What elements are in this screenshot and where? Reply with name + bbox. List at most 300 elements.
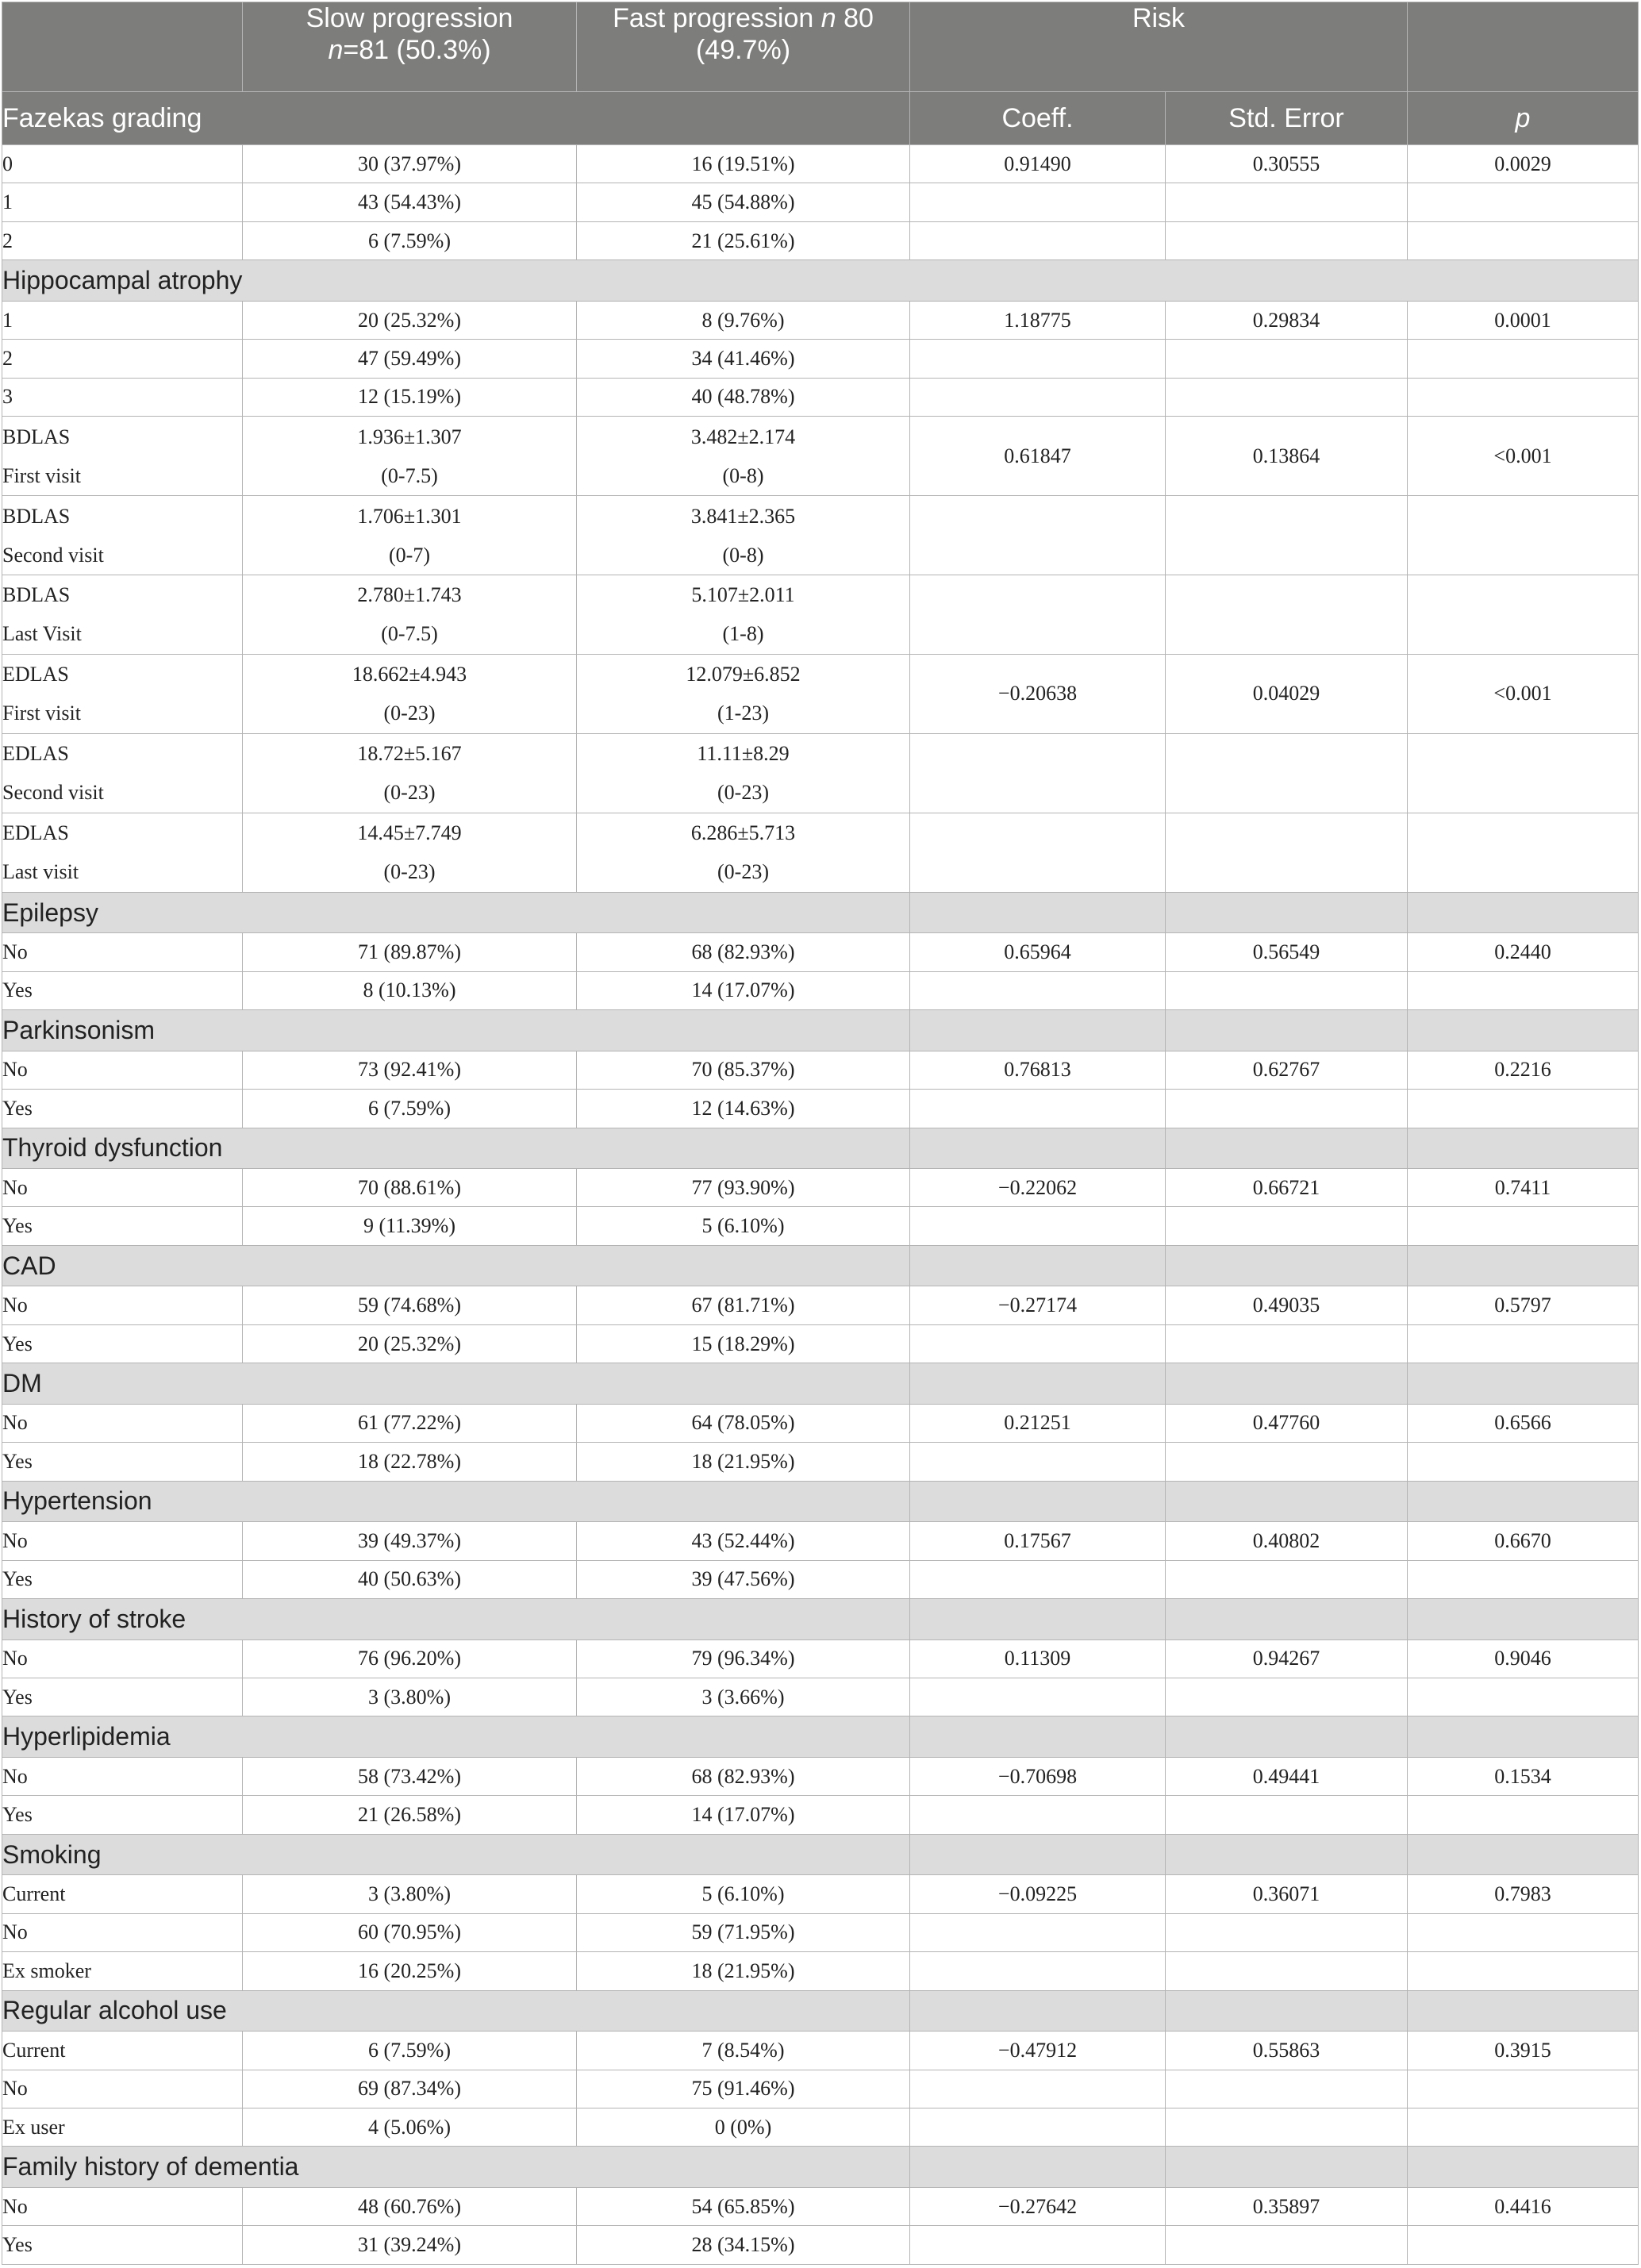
coeff-value — [910, 971, 1166, 1009]
table-row — [2, 2070, 1639, 2108]
slow-value: 40 (50.63%) — [243, 1560, 577, 1598]
row-label: No — [2, 1286, 243, 1324]
coeff-value — [910, 1090, 1166, 1128]
fast-value: 68 (82.93%) — [577, 1757, 910, 1795]
slow-value-line-1: 18.72±5.167 — [357, 742, 462, 766]
row-label-line-1: EDLAS — [2, 742, 69, 766]
slow-value-line-1: 1.936±1.307 — [357, 425, 462, 448]
slow-value: 31 (39.24%) — [243, 2226, 577, 2265]
header-row-1 — [2, 2, 1639, 92]
p-value — [1408, 1796, 1639, 1834]
table-row — [2, 1952, 1639, 1990]
fast-value: 5 (6.10%) — [577, 1207, 910, 1245]
coeff-value — [910, 1952, 1166, 1990]
fast-value-line-1: 3.841±2.365 — [690, 504, 796, 528]
stderr-value: 0.49441 — [1166, 1757, 1408, 1795]
p-value — [1408, 221, 1639, 259]
section-stderr-blank — [1166, 1599, 1408, 1639]
section-coeff-blank — [910, 1010, 1166, 1051]
stderr-value — [1166, 1560, 1408, 1598]
slow-value: 76 (96.20%) — [243, 1639, 577, 1678]
coeff-value: 0.17567 — [910, 1522, 1166, 1560]
stderr-value — [1166, 378, 1408, 417]
section-stderr-blank — [1166, 1128, 1408, 1168]
p-value — [1408, 971, 1639, 1009]
section-header-row — [2, 260, 1639, 301]
header-row-2 — [2, 92, 1639, 145]
p-value: 0.2216 — [1408, 1051, 1639, 1089]
table-row — [2, 183, 1639, 221]
slow-value-line-2: (0-23) — [383, 702, 436, 725]
fast-value — [577, 654, 910, 733]
stderr-value — [1166, 221, 1408, 259]
row-label: Ex smoker — [2, 1952, 243, 1990]
slow-value-line-2: (0-7.5) — [381, 463, 438, 487]
p-value: 0.5797 — [1408, 1286, 1639, 1324]
section-title: DM — [2, 1363, 910, 1404]
table-row — [2, 1678, 1639, 1716]
stderr-value — [1166, 654, 1408, 733]
fast-value: 14 (17.07%) — [577, 971, 910, 1009]
p-value — [1408, 2108, 1639, 2147]
section-stderr-blank — [1166, 1245, 1408, 1286]
p-value — [1408, 378, 1639, 417]
fast-value: 79 (96.34%) — [577, 1639, 910, 1678]
row-label-line-2: First visit — [2, 463, 81, 487]
results-table — [2, 2, 1639, 2265]
score-row — [2, 813, 1639, 892]
row-label: No — [2, 1404, 243, 1442]
coeff-value — [910, 340, 1166, 378]
stderr-value: 0.55863 — [1166, 2032, 1408, 2070]
row-label: Yes — [2, 1207, 243, 1245]
section-coeff-blank — [910, 2147, 1166, 2187]
table-row — [2, 1560, 1639, 1598]
coeff-value — [910, 221, 1166, 259]
coeff-value — [910, 813, 1166, 892]
row-label-line-1: BDLAS — [2, 504, 71, 528]
table-row — [2, 1757, 1639, 1795]
header-slow-progression: Slow progression n=81 (50.3%) — [243, 2, 577, 92]
section-coeff-blank — [910, 892, 1166, 932]
section-title: Parkinsonism — [2, 1010, 910, 1051]
fast-value-line-2: (1-23) — [717, 702, 769, 725]
stderr-value-text: 0.04029 — [1252, 682, 1320, 705]
section-title: Hypertension — [2, 1481, 910, 1521]
slow-value: 69 (87.34%) — [243, 2070, 577, 2108]
fast-value-line-1: 11.11±8.29 — [697, 742, 790, 766]
section-title: Hippocampal atrophy — [2, 260, 1639, 301]
header-blank-cell-right — [1408, 2, 1639, 92]
fast-value: 70 (85.37%) — [577, 1051, 910, 1089]
p-value: 0.0029 — [1408, 145, 1639, 183]
table-row — [2, 1207, 1639, 1245]
row-label — [2, 496, 243, 575]
fast-value-line-1: 5.107±2.011 — [691, 583, 795, 607]
coeff-value — [910, 2226, 1166, 2265]
fast-value-line-1: 6.286±5.713 — [690, 821, 796, 845]
coeff-value: 1.18775 — [910, 301, 1166, 339]
stderr-value: 0.40802 — [1166, 1522, 1408, 1560]
fast-value: 34 (41.46%) — [577, 340, 910, 378]
section-stderr-blank — [1166, 1010, 1408, 1051]
stderr-value — [1166, 1796, 1408, 1834]
section-stderr-blank — [1166, 1834, 1408, 1874]
section-stderr-blank — [1166, 1363, 1408, 1404]
row-label-line-2: First visit — [2, 702, 81, 725]
table-row — [2, 2226, 1639, 2265]
p-value — [1408, 1560, 1639, 1598]
stderr-value — [1166, 971, 1408, 1009]
slow-value — [243, 813, 577, 892]
section-p-blank — [1408, 1990, 1639, 2031]
row-label: Current — [2, 2032, 243, 2070]
coeff-value — [910, 1796, 1166, 1834]
slow-value: 21 (26.58%) — [243, 1796, 577, 1834]
slow-value: 47 (59.49%) — [243, 340, 577, 378]
slow-value: 3 (3.80%) — [243, 1875, 577, 1913]
section-stderr-blank — [1166, 1716, 1408, 1757]
table-row — [2, 1875, 1639, 1913]
fast-value: 8 (9.76%) — [577, 301, 910, 339]
row-label: No — [2, 2070, 243, 2108]
stderr-value-text: 0.13864 — [1252, 444, 1320, 467]
p-value: 0.0001 — [1408, 301, 1639, 339]
coeff-value: −0.27174 — [910, 1286, 1166, 1324]
coeff-value-text: −0.20638 — [997, 682, 1078, 705]
coeff-value — [910, 1207, 1166, 1245]
slow-value-line-2: (0-7.5) — [381, 622, 438, 646]
p-value — [1408, 2226, 1639, 2265]
slow-value: 48 (60.76%) — [243, 2187, 577, 2225]
coeff-value — [910, 183, 1166, 221]
score-row — [2, 733, 1639, 813]
p-value — [1408, 1207, 1639, 1245]
slow-value: 73 (92.41%) — [243, 1051, 577, 1089]
row-label: 2 — [2, 340, 243, 378]
slow-value: 39 (49.37%) — [243, 1522, 577, 1560]
section-p-blank — [1408, 1481, 1639, 1521]
coeff-value — [910, 1324, 1166, 1363]
slow-value — [243, 733, 577, 813]
slow-value: 70 (88.61%) — [243, 1169, 577, 1207]
stderr-value: 0.30555 — [1166, 145, 1408, 183]
table-row — [2, 1090, 1639, 1128]
coeff-value — [910, 417, 1166, 496]
coeff-value-text: 0.61847 — [1004, 444, 1071, 467]
slow-value-line-2: (0-23) — [383, 781, 436, 805]
stderr-value — [1166, 2226, 1408, 2265]
fast-value: 5 (6.10%) — [577, 1875, 910, 1913]
section-title: Epilepsy — [2, 892, 910, 932]
table-row — [2, 340, 1639, 378]
coeff-value — [910, 378, 1166, 417]
section-p-blank — [1408, 1128, 1639, 1168]
row-label: Yes — [2, 2226, 243, 2265]
fast-value-line-2: (0-8) — [722, 463, 764, 487]
header-coeff: Coeff. — [910, 92, 1166, 145]
sections-body — [2, 892, 1639, 2264]
section-title: Thyroid dysfunction — [2, 1128, 910, 1168]
stderr-value — [1166, 417, 1408, 496]
section-header-row — [2, 1599, 1639, 1639]
coeff-value: 0.11309 — [910, 1639, 1166, 1678]
fast-value — [577, 496, 910, 575]
slow-value-line-1: 2.780±1.743 — [357, 583, 462, 607]
p-value-text: <0.001 — [1493, 682, 1552, 705]
slow-value: 16 (20.25%) — [243, 1952, 577, 1990]
section-header-row — [2, 1363, 1639, 1404]
coeff-value: −0.70698 — [910, 1757, 1166, 1795]
row-label: 3 — [2, 378, 243, 417]
slow-value: 61 (77.22%) — [243, 1404, 577, 1442]
fast-value: 59 (71.95%) — [577, 1913, 910, 1951]
fast-value — [577, 575, 910, 655]
table-row — [2, 1913, 1639, 1951]
header-fast-progression: Fast progression n 80 (49.7%) — [577, 2, 910, 92]
slow-value: 20 (25.32%) — [243, 1324, 577, 1363]
slow-value: 9 (11.39%) — [243, 1207, 577, 1245]
table-row — [2, 1522, 1639, 1560]
row-label — [2, 654, 243, 733]
fast-value: 0 (0%) — [577, 2108, 910, 2147]
table-row — [2, 1169, 1639, 1207]
fast-value-line-2: (0-23) — [717, 781, 769, 805]
p-value — [1408, 1090, 1639, 1128]
row-label: Yes — [2, 1678, 243, 1716]
stderr-value: 0.47760 — [1166, 1404, 1408, 1442]
row-label: 2 — [2, 221, 243, 259]
section-header-row — [2, 2147, 1639, 2187]
row-label-line-2: Second visit — [2, 781, 104, 805]
fast-value: 39 (47.56%) — [577, 1560, 910, 1598]
stderr-value: 0.94267 — [1166, 1639, 1408, 1678]
header-std-error: Std. Error — [1166, 92, 1408, 145]
section-header-row — [2, 892, 1639, 932]
section-coeff-blank — [910, 1245, 1166, 1286]
row-label — [2, 417, 243, 496]
stderr-value — [1166, 496, 1408, 575]
section-header-row — [2, 1010, 1639, 1051]
slow-value: 30 (37.97%) — [243, 145, 577, 183]
p-value: 0.6566 — [1408, 1404, 1639, 1442]
row-label: Yes — [2, 1090, 243, 1128]
fast-value: 3 (3.66%) — [577, 1678, 910, 1716]
table-row — [2, 378, 1639, 417]
p-value-text: <0.001 — [1493, 444, 1552, 467]
section-header-row — [2, 1128, 1639, 1168]
slow-value: 18 (22.78%) — [243, 1443, 577, 1481]
p-value: 0.1534 — [1408, 1757, 1639, 1795]
slow-value: 8 (10.13%) — [243, 971, 577, 1009]
slow-value — [243, 654, 577, 733]
slow-value-line-1: 1.706±1.301 — [357, 504, 462, 528]
coeff-value — [910, 2070, 1166, 2108]
coeff-value — [910, 1443, 1166, 1481]
header-p-value: p — [1408, 92, 1639, 145]
fast-value: 43 (52.44%) — [577, 1522, 910, 1560]
row-label: No — [2, 1757, 243, 1795]
row-label: 1 — [2, 301, 243, 339]
table-row — [2, 1324, 1639, 1363]
row-label: Yes — [2, 1560, 243, 1598]
stderr-value: 0.29834 — [1166, 301, 1408, 339]
fast-value-line-1: 3.482±2.174 — [690, 425, 796, 448]
stderr-value: 0.66721 — [1166, 1169, 1408, 1207]
stderr-value: 0.36071 — [1166, 1875, 1408, 1913]
p-value — [1408, 1324, 1639, 1363]
section-p-blank — [1408, 2147, 1639, 2187]
table-row — [2, 1796, 1639, 1834]
section-stderr-blank — [1166, 892, 1408, 932]
section-header-row — [2, 1834, 1639, 1874]
stderr-value — [1166, 575, 1408, 655]
fast-value-line-2: (0-23) — [717, 860, 769, 884]
fast-value: 14 (17.07%) — [577, 1796, 910, 1834]
table-row — [2, 301, 1639, 339]
p-value — [1408, 813, 1639, 892]
slow-value: 58 (73.42%) — [243, 1757, 577, 1795]
stderr-value — [1166, 1207, 1408, 1245]
fast-value: 45 (54.88%) — [577, 183, 910, 221]
row-label-line-1: BDLAS — [2, 583, 71, 607]
fast-value — [577, 733, 910, 813]
fast-value — [577, 813, 910, 892]
row-label-line-1: EDLAS — [2, 663, 69, 686]
slow-value-line-1: 18.662±4.943 — [352, 663, 467, 686]
stderr-value — [1166, 2108, 1408, 2147]
table-row — [2, 2108, 1639, 2147]
slow-value: 6 (7.59%) — [243, 2032, 577, 2070]
table-row — [2, 1404, 1639, 1442]
coeff-value — [910, 2108, 1166, 2147]
score-row — [2, 417, 1639, 496]
table-row — [2, 2187, 1639, 2225]
fast-value: 16 (19.51%) — [577, 145, 910, 183]
coeff-value — [910, 1560, 1166, 1598]
slow-value: 20 (25.32%) — [243, 301, 577, 339]
section-p-blank — [1408, 1245, 1639, 1286]
section-title: Regular alcohol use — [2, 1990, 910, 2031]
section-coeff-blank — [910, 1599, 1166, 1639]
section-p-blank — [1408, 1599, 1639, 1639]
section-coeff-blank — [910, 1363, 1166, 1404]
section-coeff-blank — [910, 1128, 1166, 1168]
row-label: 1 — [2, 183, 243, 221]
p-value — [1408, 1952, 1639, 1990]
slow-value — [243, 575, 577, 655]
section-coeff-blank — [910, 1834, 1166, 1874]
score-row — [2, 496, 1639, 575]
section-p-blank — [1408, 1716, 1639, 1757]
p-value — [1408, 1443, 1639, 1481]
slow-value — [243, 417, 577, 496]
slow-value: 12 (15.19%) — [243, 378, 577, 417]
table-row — [2, 971, 1639, 1009]
table-row — [2, 1639, 1639, 1678]
section-title: Smoking — [2, 1834, 910, 1874]
slow-value-line-2: (0-7) — [389, 543, 430, 567]
fast-value: 68 (82.93%) — [577, 933, 910, 971]
row-label: Yes — [2, 1796, 243, 1834]
section-title: History of stroke — [2, 1599, 910, 1639]
fast-value-line-1: 12.079±6.852 — [686, 663, 801, 686]
coeff-value: 0.65964 — [910, 933, 1166, 971]
row-label: Yes — [2, 1443, 243, 1481]
row-label: No — [2, 1913, 243, 1951]
scales-body — [2, 417, 1639, 893]
table-row — [2, 1443, 1639, 1481]
p-value — [1408, 575, 1639, 655]
coeff-value: −0.27642 — [910, 2187, 1166, 2225]
section-header-row — [2, 1716, 1639, 1757]
slow-value-line-1: 14.45±7.749 — [357, 821, 462, 845]
stderr-value — [1166, 813, 1408, 892]
row-label: Yes — [2, 1324, 243, 1363]
row-label: No — [2, 2187, 243, 2225]
section-coeff-blank — [910, 1716, 1166, 1757]
p-value — [1408, 733, 1639, 813]
header-fazekas-grading: Fazekas grading — [2, 92, 910, 145]
slow-value: 6 (7.59%) — [243, 221, 577, 259]
fast-value: 28 (34.15%) — [577, 2226, 910, 2265]
fast-value: 75 (91.46%) — [577, 2070, 910, 2108]
coeff-value: 0.91490 — [910, 145, 1166, 183]
fast-value: 18 (21.95%) — [577, 1443, 910, 1481]
table-row — [2, 933, 1639, 971]
coeff-value — [910, 575, 1166, 655]
coeff-value — [910, 496, 1166, 575]
section-header-row — [2, 1481, 1639, 1521]
coeff-value: −0.47912 — [910, 2032, 1166, 2070]
row-label — [2, 575, 243, 655]
section-stderr-blank — [1166, 1990, 1408, 2031]
p-value — [1408, 417, 1639, 496]
row-label — [2, 813, 243, 892]
row-label-line-1: EDLAS — [2, 821, 69, 845]
slow-value: 4 (5.06%) — [243, 2108, 577, 2147]
row-label: Current — [2, 1875, 243, 1913]
row-label: 0 — [2, 145, 243, 183]
row-label-line-1: BDLAS — [2, 425, 71, 448]
p-value: 0.4416 — [1408, 2187, 1639, 2225]
section-header-row — [2, 1245, 1639, 1286]
table-row — [2, 1286, 1639, 1324]
stderr-value: 0.56549 — [1166, 933, 1408, 971]
fast-value-line-2: (1-8) — [722, 622, 764, 646]
row-label: Yes — [2, 971, 243, 1009]
row-label — [2, 733, 243, 813]
fast-value: 77 (93.90%) — [577, 1169, 910, 1207]
section-p-blank — [1408, 892, 1639, 932]
stderr-value — [1166, 1952, 1408, 1990]
fast-value-line-2: (0-8) — [722, 543, 764, 567]
p-value — [1408, 340, 1639, 378]
p-value — [1408, 183, 1639, 221]
row-label: No — [2, 1169, 243, 1207]
fast-value: 18 (21.95%) — [577, 1952, 910, 1990]
row-label-line-2: Last Visit — [2, 622, 82, 646]
coeff-value: −0.22062 — [910, 1169, 1166, 1207]
fast-value: 7 (8.54%) — [577, 2032, 910, 2070]
stderr-value: 0.35897 — [1166, 2187, 1408, 2225]
stderr-value: 0.49035 — [1166, 1286, 1408, 1324]
fast-value: 21 (25.61%) — [577, 221, 910, 259]
section-title: CAD — [2, 1245, 910, 1286]
coeff-value — [910, 654, 1166, 733]
slow-value — [243, 496, 577, 575]
fast-value: 15 (18.29%) — [577, 1324, 910, 1363]
